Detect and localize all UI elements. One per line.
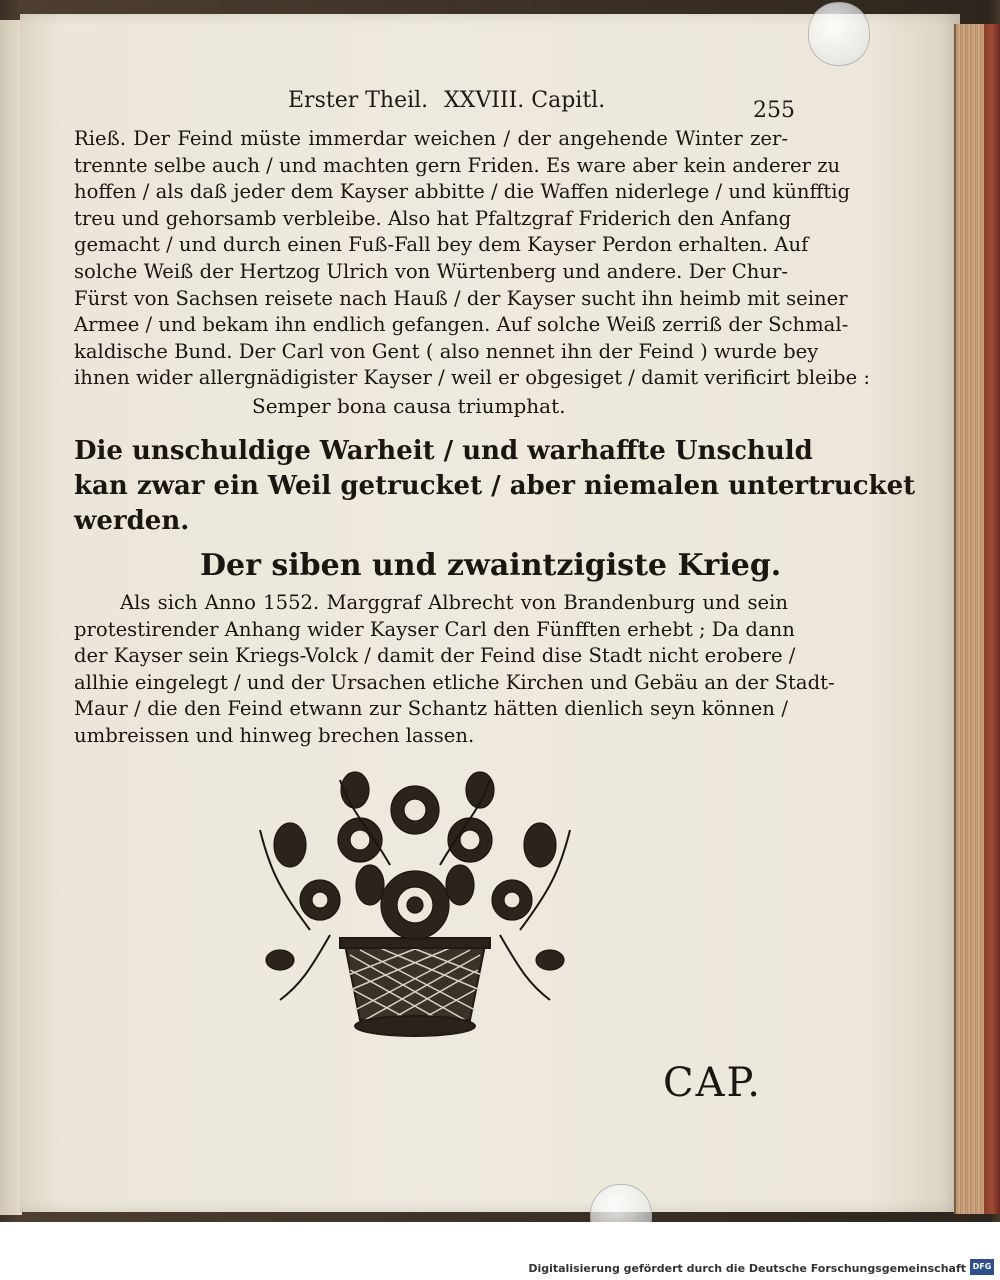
section-title: Der siben und zwaintzigiste Krieg. [200,548,782,583]
moral-line: kan zwar ein Weil getrucket / aber niemalen untertrucket [74,471,916,501]
latin-motto: Semper bona causa triumphat. [252,394,566,418]
text-line: kaldische Bund. Der Carl von Gent ( also nennet ihn der Feind ) wurde bey [74,339,819,363]
paragraph-1 [74,126,871,392]
header-part: Erster Theil. [288,88,429,113]
text-line: der Kayser sein Kriegs-Volck / damit der Feind dise Stadt nicht erobere / [74,644,796,668]
text-line: treu und gehorsamb verbleibe. Also hat Pfaltzgraf Friderich den Anfang [74,206,792,230]
text-line: Fürst von Sachsen reisete nach Hauß / der Kayser sucht ihn heimb mit seiner [74,286,848,310]
dfg-logo: DFG [970,1259,994,1275]
moral-line: Die unschuldige Warheit / und warhaffte Unschuld [74,436,813,466]
text-line: Armee / und bekam ihn endlich gefangen. Auf solche Weiß zerriß der Schmal- [74,313,849,337]
text-line: trennte selbe auch / und machten gern Friden. Es ware aber kein anderer zu [74,153,841,177]
previous-page-edge [0,20,22,1215]
text-line: umbreissen und hinweg brechen lassen. [74,723,475,747]
moral-line: werden. [74,506,190,536]
running-header [288,88,824,124]
page-number: 255 [753,98,795,123]
text-line: allhie eingelegt / und der Ursachen etliche Kirchen und Gebäu an der Stadt- [74,670,835,694]
text-line: hoffen / als daß jeder dem Kayser abbitte / die Waffen niderlege / und künfftig [74,180,851,204]
catchword: CAP. [663,1060,763,1106]
text-line: solche Weiß der Hertzog Ulrich von Würtenberg und andere. Der Chur- [74,259,788,283]
text-line: gemacht / und durch einen Fuß-Fall bey dem Kayser Perdon erhalten. Auf [74,233,809,257]
moral-heading [74,434,916,539]
text-line: Maur / die den Feind etwann zur Schantz hätten dienlich seyn können / [74,697,788,721]
paragraph-2 [74,590,835,750]
text-line: ihnen wider allergnädigister Kayser / weil er obgesiget / damit verificirt bleibe : [74,366,871,390]
text-line: Als sich Anno 1552. Marggraf Albrecht von Brandenburg und sein [120,591,788,614]
flower-basket-ornament [250,770,580,1046]
text-line: protestirender Anhang wider Kayser Carl den Fünfften erhebt ; Da dann [74,617,795,641]
dfg-credit: Digitalisierung gefördert durch die Deutsche Forschungsgemeinschaft [528,1262,966,1275]
text-line: Rieß. Der Feind müste immerdar weichen / der angehende Winter zer- [74,127,788,150]
page-clip-top [808,2,870,66]
header-chapter: XXVIII. Capitl. [444,88,606,113]
book-edge [954,24,1000,1214]
